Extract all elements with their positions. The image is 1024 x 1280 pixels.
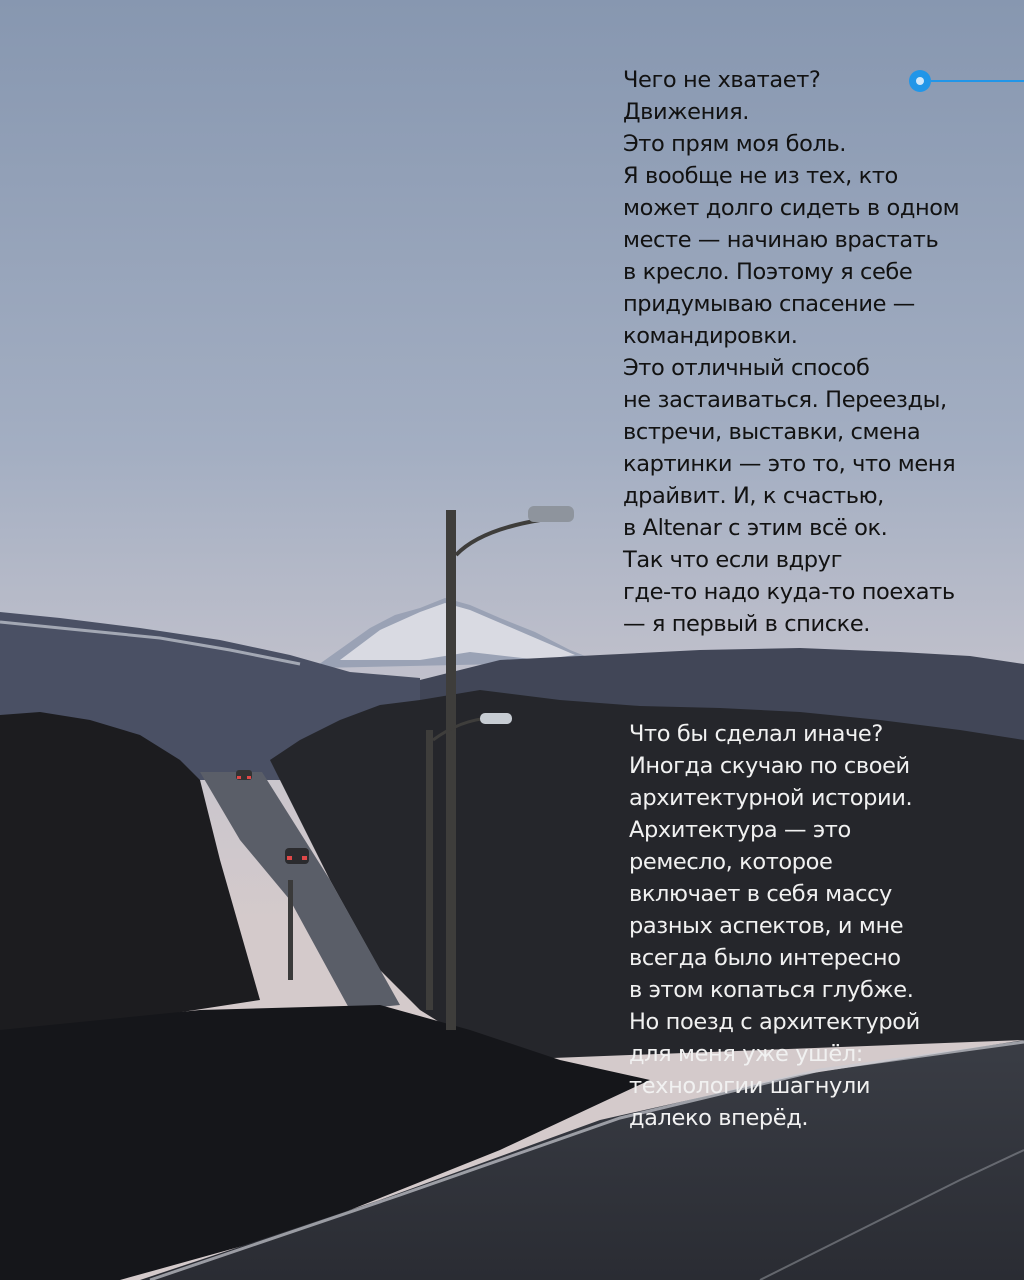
text-line: драйвит. И, к счастью, <box>623 483 884 509</box>
text-line: Архитектура — это <box>629 817 851 843</box>
text-line: Чего не хватает? <box>623 67 821 93</box>
text-line: далеко вперёд. <box>629 1105 809 1131</box>
text-line: Но поезд с архитектурой <box>629 1009 920 1035</box>
text-line: где-то надо куда-то поехать <box>623 579 955 605</box>
text-line: технологии шагнули <box>629 1073 871 1099</box>
text-line: Это прям моя боль. <box>623 131 847 157</box>
text-line: для меня уже ушёл: <box>629 1041 863 1067</box>
text-line: придумываю спасение — <box>623 291 915 317</box>
streetlight-pole <box>446 510 456 1030</box>
text-line: — я первый в списке. <box>623 611 871 637</box>
text-line: в кресло. Поэтому я себе <box>623 259 913 285</box>
text-line: Движения. <box>623 99 749 125</box>
text-line: разных аспектов, и мне <box>629 913 904 939</box>
text-block-movement <box>623 64 959 640</box>
text-line: Я вообще не из тех, кто <box>623 163 898 189</box>
text-line: в этом копаться глубже. <box>629 977 914 1003</box>
text-line: включает в себя массу <box>629 881 892 907</box>
text-line: Это отличный способ <box>623 355 870 381</box>
text-block-differently <box>629 718 920 1134</box>
text-line: ремесло, которое <box>629 849 833 875</box>
text-line: месте — начинаю врастать <box>623 227 939 253</box>
text-line: Иногда скучаю по своей <box>629 753 910 779</box>
text-line: Так что если вдруг <box>623 547 842 573</box>
text-line: картинки — это то, что меня <box>623 451 956 477</box>
text-line: Что бы сделал иначе? <box>629 721 883 747</box>
text-line: в Altenar с этим всё ок. <box>623 515 888 541</box>
text-line: встречи, выставки, смена <box>623 419 921 445</box>
text-line: может долго сидеть в одном <box>623 195 960 221</box>
text-line: не застаиваться. Переезды, <box>623 387 947 413</box>
text-line: всегда было интересно <box>629 945 901 971</box>
text-line: архитектурной истории. <box>629 785 913 811</box>
text-line: командировки. <box>623 323 798 349</box>
